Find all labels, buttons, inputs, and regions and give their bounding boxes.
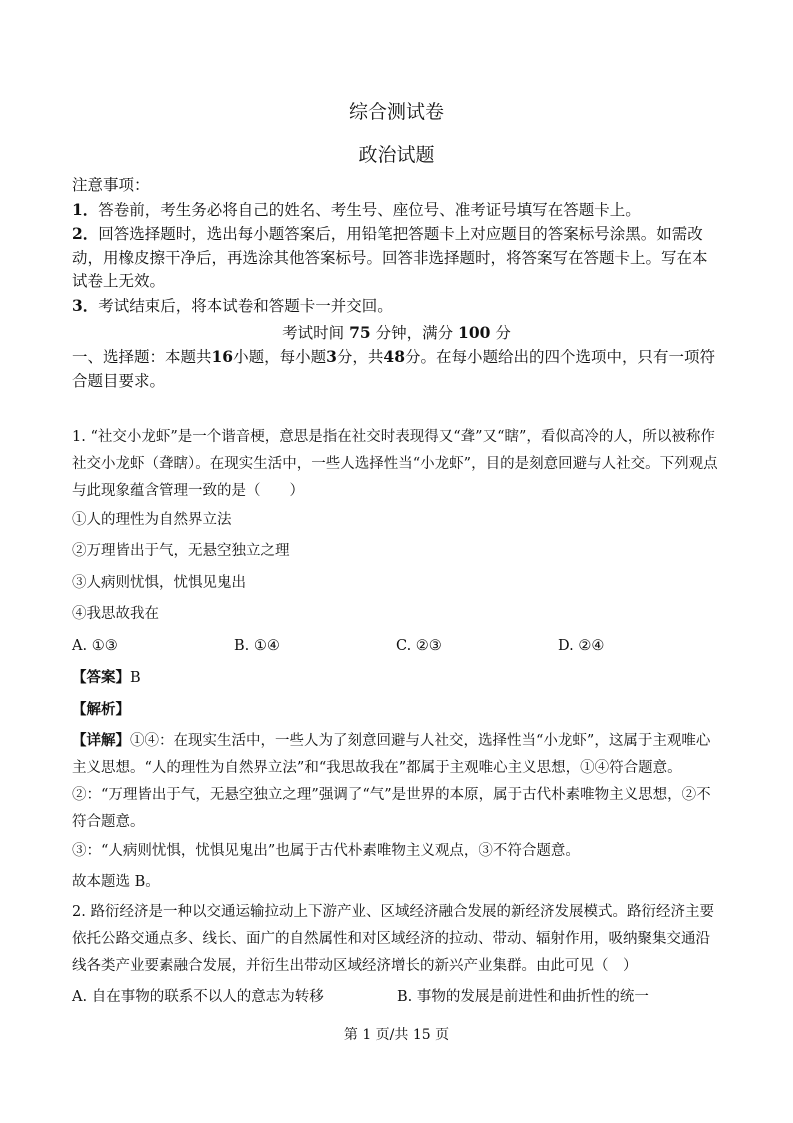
note-number: 2． xyxy=(72,224,99,243)
notes-block xyxy=(72,174,722,318)
q1-statement: ②万理皆出于气，无悬空独立之理 xyxy=(72,543,290,560)
q1-option-b[interactable]: B. ①④ xyxy=(234,638,280,655)
section-total: 48 xyxy=(383,347,405,366)
q1-conclusion: 故本题选 B。 xyxy=(72,874,160,891)
notes-heading: 注意事项： xyxy=(72,176,150,194)
q1-point-3: ③：“人病则忧惧，忧惧见鬼出”也属于古代朴素唯物主义观点，③不符合题意。 xyxy=(72,842,580,859)
q1-option-a[interactable]: A. ①③ xyxy=(72,638,118,655)
question-1-stem-wrap xyxy=(72,424,722,505)
section-each: 3 xyxy=(326,347,337,366)
section-text: 分，共 xyxy=(336,348,384,366)
question-1-stem: 1. “社交小龙虾”是一个谐音梗，意思是指在社交时表现得又“聋”又“瞎”，看似高冷的人，所以被称作社交小龙虾（聋瞎）。在现实生活中，一些人选择性当“小龙虾”，目的是刻意回避与人社交。下列观点与此现象蕴含管理一致的是（ ） xyxy=(72,429,718,499)
question-body xyxy=(72,424,722,1011)
section-heading xyxy=(72,345,722,393)
note-item xyxy=(72,294,722,319)
q1-point-2: ②：“万理皆出于气，无悬空独立之理”强调了“气”是世界的本原，属于古代朴素唯物主义思想，②不符合题意。 xyxy=(72,786,711,830)
note-text: 考试结束后，将本试卷和答题卡一并交回。 xyxy=(98,296,393,315)
q1-statement: ①人的理性为自然界立法 xyxy=(72,512,232,528)
q1-statement: ③人病则忧惧，忧惧见鬼出 xyxy=(72,574,246,591)
q1-analysis-tag xyxy=(72,694,722,726)
exam-info-text: 分 xyxy=(495,324,511,342)
q2-option-b[interactable]: B. 事物的发展是前进性和曲折性的统一 xyxy=(397,988,649,1005)
q1-answer xyxy=(72,662,722,694)
detail-tag: 【详解】 xyxy=(72,731,130,749)
q1-statement: ④我思故我在 xyxy=(72,606,159,623)
note-item xyxy=(72,198,722,223)
section-text: 小题，每小题 xyxy=(233,348,327,366)
q2-option-a[interactable]: A. 自在事物的联系不以人的意志为转移 xyxy=(72,988,324,1005)
exam-info-text: 考试时间 xyxy=(282,324,345,342)
section-text: 分。在每小题给出的四个选项中，只有一项符合题目要求。 xyxy=(72,348,716,390)
note-text: 答卷前，考生务必将自己的姓名、考生号、座位号、准考证号填写在答题卡上。 xyxy=(98,200,641,219)
exam-info-text: 分钟，满分 xyxy=(375,324,454,342)
exam-info xyxy=(0,321,793,343)
page-subtitle: 政治试题 xyxy=(358,144,435,166)
note-number: 3． xyxy=(72,295,99,315)
answer-value: B xyxy=(130,670,141,687)
note-item xyxy=(72,222,722,294)
note-text: 回答选择题时，选出每小题答案后，用铅笔把答题卡上对应题目的答案标号涂黑。如需改动，用橡皮擦干净后，再选涂其他答案标号。回答非选择题时，将答案写在答题卡上。写在本试卷上无效。 xyxy=(72,225,708,290)
q1-option-c[interactable]: C. ②③ xyxy=(396,638,442,655)
q1-option-d[interactable]: D. ②④ xyxy=(558,638,605,655)
exam-score: 100 xyxy=(458,323,491,342)
answer-tag: 【答案】 xyxy=(72,669,130,687)
q1-detail-wrap xyxy=(72,727,722,836)
page-footer: 第 1 页/共 15 页 xyxy=(343,1027,450,1043)
exam-time: 75 xyxy=(349,323,371,342)
q2-options xyxy=(72,980,722,1011)
detail-text: ①④：在现实生活中，一些人为了刻意回避与人社交，选择性当“小龙虾”，这属于主观唯心主义思想。“人的理性为自然界立法”和“我思故我在”都属于主观唯心主义思想，①④符合题意。 xyxy=(72,732,711,776)
section-count: 16 xyxy=(211,347,234,366)
q1-detail xyxy=(72,727,722,782)
analysis-tag: 【解析】 xyxy=(72,701,130,719)
note-number: 1． xyxy=(72,199,99,219)
question-2-stem-wrap xyxy=(72,899,722,980)
section-text: 一、选择题：本题共 xyxy=(72,348,212,366)
page-title: 综合测试卷 xyxy=(348,101,444,123)
question-2-stem: 2. 路衍经济是一种以交通运输拉动上下游产业、区域经济融合发展的新经济发展模式。路衍经济主要依托公路交通点多、线长、面广的自然属性和对区域经济的拉动、带动、辐射作用，吸纳聚集交通沿线各类产业要素融合发展，并衍生出带动区域经济增长的新兴产业集群。由此可见（ ） xyxy=(72,903,714,974)
q1-options xyxy=(72,631,722,662)
